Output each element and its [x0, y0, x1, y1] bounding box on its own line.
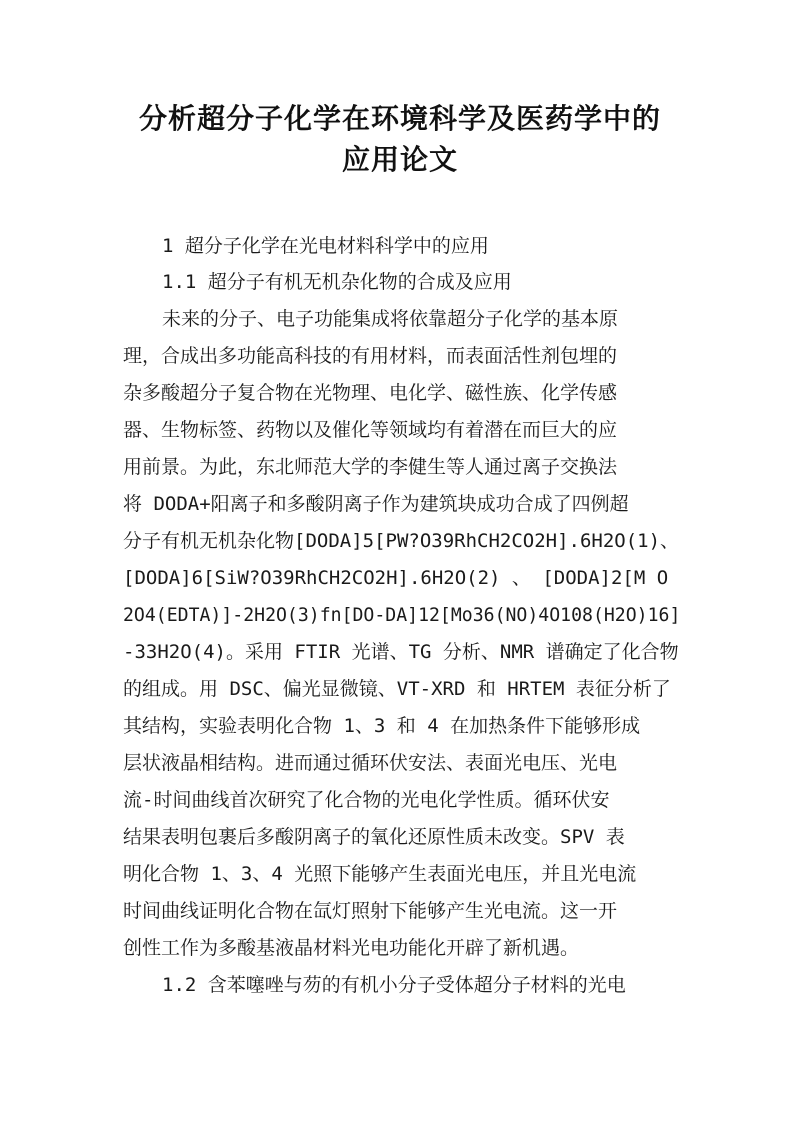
paragraph-line: 未来的分子、电子功能集成将依靠超分子化学的基本原	[162, 308, 619, 330]
paragraph-line: [DODA]6[SiW?O39RhCH2CO2H].6H2O(2) 、 [DODA]2[M O	[123, 567, 669, 589]
paragraph-line: 杂多酸超分子复合物在光物理、电化学、磁性族、化学传感	[123, 382, 618, 404]
paragraph-line: 层状液晶相结构。进而通过循环伏安法、表面光电压、光电	[123, 752, 618, 774]
paragraph-line: 创性工作为多酸基液晶材料光电功能化开辟了新机遇。	[123, 937, 580, 959]
subsection-heading: 1.2 含苯噻唑与芴的有机小分子受体超分子材料的光电	[162, 974, 626, 996]
paragraph-line: 将 DODA+阳离子和多酸阴离子作为建筑块成功合成了四例超	[123, 493, 629, 515]
paragraph-line: -33H2O(4)。采用 FTIR 光谱、TG 分析、NMR 谱确定了化合物	[123, 641, 679, 663]
paragraph-line: 用前景。为此，东北师范大学的李健生等人通过离子交换法	[123, 456, 618, 478]
document-title-line-2: 应用论文	[341, 143, 458, 176]
paragraph-line: 2O4(EDTA)]-2H2O(3)fn[DO-DA]12[Mo36(NO)4O108(H2O)16]	[123, 604, 681, 626]
paragraph-line: 流-时间曲线首次研究了化合物的光电化学性质。循环伏安	[123, 789, 610, 811]
paragraph-line: 结果表明包裹后多酸阴离子的氧化还原性质未改变。SPV 表	[123, 826, 625, 848]
document-title-line-1: 分析超分子化学在环境科学及医药学中的	[138, 102, 661, 135]
section-heading: 1 超分子化学在光电材料科学中的应用	[162, 235, 489, 257]
paragraph-line: 分子有机无机杂化物[DODA]5[PW?O39RhCH2CO2H].6H2O(1)、	[123, 530, 680, 552]
paragraph-line: 时间曲线证明化合物在氙灯照射下能够产生光电流。这一开	[123, 900, 618, 922]
paragraph-line: 明化合物 1、3、4 光照下能够产生表面光电压，并且光电流	[123, 863, 637, 885]
paragraph-line: 理，合成出多功能高科技的有用材料，而表面活性剂包埋的	[123, 345, 618, 367]
paragraph-line: 其结构，实验表明化合物 1、3 和 4 在加热条件下能够形成	[123, 715, 641, 737]
subsection-heading: 1.1 超分子有机无机杂化物的合成及应用	[162, 271, 512, 293]
paragraph-line: 器、生物标签、药物以及催化等领域均有着潜在而巨大的应	[123, 419, 618, 441]
paragraph-line: 的组成。用 DSC、偏光显微镜、VT-XRD 和 HRTEM 表征分析了	[123, 678, 671, 700]
